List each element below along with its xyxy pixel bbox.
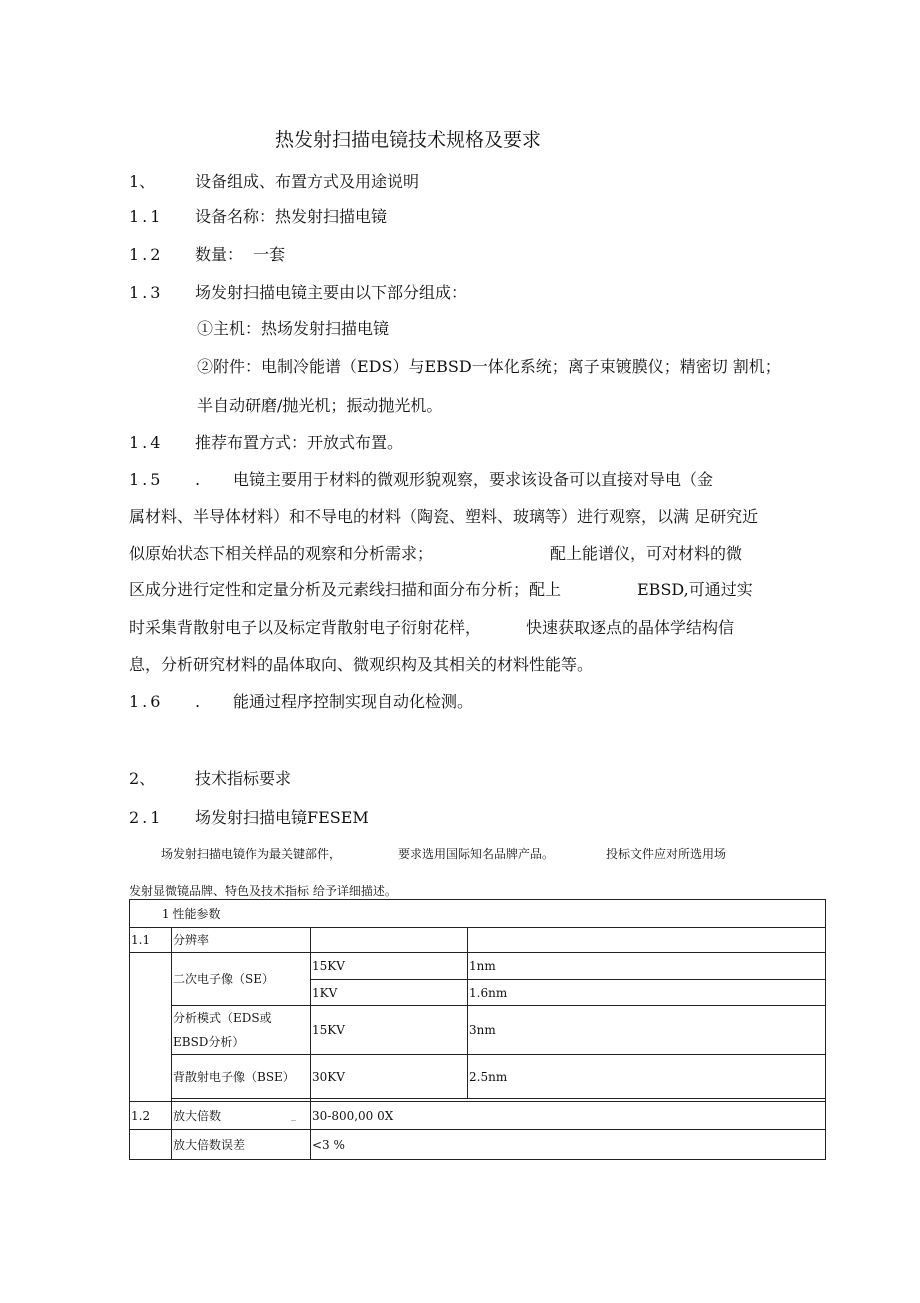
paragraph-line: 时采集背散射电子以及标定背散射电子衍射花样， [129,618,482,637]
table-cell [130,1130,172,1160]
item-text: 设备名称：热发射扫描电镜 [195,207,388,226]
item-number: 1.4 [129,433,164,452]
page-title: 热发射扫描电镜技术规格及要求 [275,129,542,151]
table-cell [172,1102,311,1130]
item-text: 场发射扫描电镜主要由以下部分组成： [195,283,468,302]
mag-dash: _ [291,1109,296,1121]
table-cell: 3nm [468,1006,826,1055]
table-cell: <3 % [311,1130,826,1160]
table-cell: 性能参数 [172,900,826,928]
paragraph-line: EBSD,可通过实 [637,580,753,599]
item-text: 能通过程序控制实现自动化检测。 [233,692,474,711]
paragraph-line: 属材料、半导体材料）和不导电的材料（陶瓷、塑料、玻璃等）进行观察，以满 足研究近 [129,507,759,526]
subsection-number: 2.1 [129,808,164,827]
table-cell: 分辨率 [172,928,311,953]
component-attachments: ②附件：电制冷能谱（EDS）与EBSD一体化系统；离子束镀膜仪；精密切 割机； [197,357,781,376]
spec-table [129,899,826,1160]
paragraph-line: 配上能谱仪，可对材料的微 [550,544,743,563]
table-row [130,928,826,953]
item-number: 1.6 [129,692,164,711]
table-cell: 1.2 [130,1102,172,1130]
item-number: 1.1 [129,207,164,226]
analysis-label-line1: 分析模式（EDS或 [173,1011,272,1025]
table-cell: 1.1 [130,928,172,953]
table-cell: 2.5nm [468,1055,826,1099]
table-row [130,953,826,980]
paragraph-line: 区成分进行定性和定量分析及元素线扫描和面分布分析；配上 [129,580,562,599]
item-dot: . [195,692,201,711]
table-cell [130,953,172,1102]
table-row [130,1130,826,1160]
mag-label: 放大倍数 [173,1108,222,1123]
item-number: 1.2 [129,245,164,264]
table-cell: 1.6nm [468,980,826,1006]
component-attachments-cont: 半自动研磨/抛光机；振动抛光机。 [197,396,443,415]
item-number: 1.3 [129,283,164,302]
section-1-number: 1、 [129,172,156,191]
paragraph-line: 似原始状态下相关样品的观察和分析需求； [129,544,434,563]
table-cell [172,1006,311,1055]
analysis-label-line2: EBSD分析） [173,1035,245,1049]
item-dot: . [195,470,201,489]
table-row [130,900,826,928]
component-main: ①主机：热场发射扫描电镜 [197,319,390,338]
table-row [130,1006,826,1055]
table-cell: 30-800,00 0X [311,1102,826,1130]
table-cell: 放大倍数误差 [172,1130,311,1160]
table-cell: 1KV [311,980,468,1006]
table-row [130,1102,826,1130]
table-cell: 1 [130,900,172,928]
note-text: 发射显微镜品牌、特色及技术指标 给予详细描述。 [129,884,397,898]
note-text: 要求选用国际知名品牌产品。 [398,847,555,861]
subsection-title: 场发射扫描电镜FESEM [195,808,369,827]
item-text: 数量： 一套 [195,245,286,264]
paragraph-line: 快速获取逐点的晶体学结构信 [526,618,735,637]
table-cell: 背散射电子像（BSE） [172,1055,311,1099]
item-text: 推荐布置方式：开放式布置。 [195,433,404,452]
table-cell [468,928,826,953]
section-1-heading: 设备组成、布置方式及用途说明 [195,172,420,191]
table-cell: 15KV [311,1006,468,1055]
paragraph-line: 息，分析研究材料的晶体取向、微观织构及其相关的材料性能等。 [129,655,594,674]
table-cell: 1nm [468,953,826,980]
table-cell: 30KV [311,1055,468,1099]
table-cell: 二次电子像（SE） [172,953,311,1006]
item-number: 1.5 [129,470,164,489]
table-row [130,1055,826,1099]
section-2-number: 2、 [129,769,156,788]
table-cell: 15KV [311,953,468,980]
note-text: 场发射扫描电镜作为最关键部件， [161,847,342,861]
paragraph-line: 电镜主要用于材料的微观形貌观察，要求该设备可以直接对导电（金 [233,470,714,489]
note-text: 投标文件应对所选用场 [606,847,727,861]
section-2-heading: 技术指标要求 [195,769,292,788]
table-cell [311,928,468,953]
